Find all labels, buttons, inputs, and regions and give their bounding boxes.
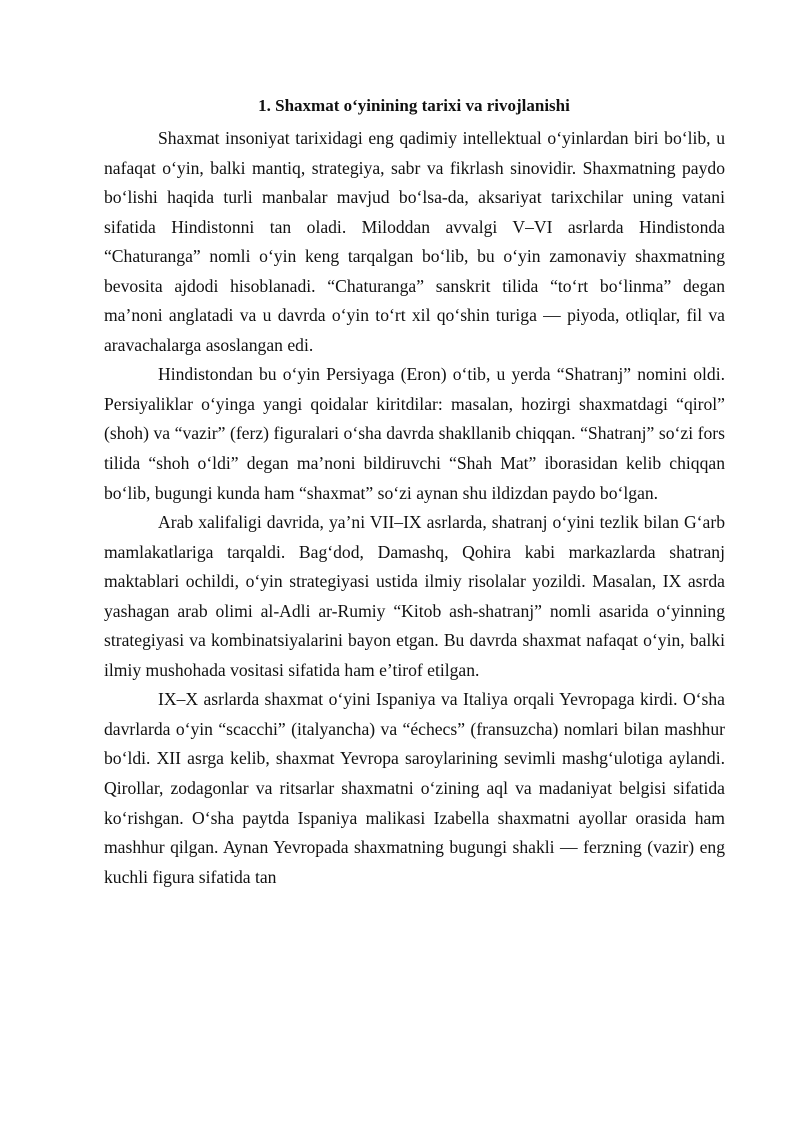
document-body	[104, 124, 725, 892]
paragraph: Hindistondan bu o‘yin Persiyaga (Eron) o‘tib, u yerda “Shatranj” nomini oldi. Persiyaliklar o‘yinga yangi qoidalar kiritdilar: masalan, hozirgi shaxmatdagi “qirol” (shoh) va “vazir” (ferz) figuralari o‘sha davrda shakllanib chiqqan. “Shatranj” so‘zi fors tilida “shoh o‘ldi” degan ma’noni bildiruvchi “Shah Mat” iborasidan kelib chiqqan bo‘lib, bugungi kunda ham “shaxmat” so‘zi aynan shu ildizdan paydo bo‘lgan.	[104, 364, 725, 503]
paragraph: Arab xalifaligi davrida, ya’ni VII–IX asrlarda, shatranj o‘yini tezlik bilan G‘arb mamlakatlariga tarqaldi. Bag‘dod, Damashq, Qohira kabi markazlarda shatranj maktablari ochildi, o‘yin strategiyasi ustida ilmiy risolalar yozildi. Masalan, IX asrda yashagan arab olimi al-Adli ar-Rumiy “Kitob ash-shatranj” nomli asarida o‘yinning strategiyasi va kombinatsiyalarini bayon etgan. Bu davrda shaxmat nafaqat o‘yin, balki ilmiy mushohada vositasi sifatida ham e’tirof etilgan.	[104, 512, 725, 680]
page-title: 1. Shaxmat o‘yinining tarixi va rivojlanishi	[258, 96, 570, 115]
paragraph: IX–X asrlarda shaxmat o‘yini Ispaniya va Italiya orqali Yevropaga kirdi. O‘sha davrlarda o‘yin “scacchi” (italyancha) va “échecs” (fransuzcha) nomlari bilan mashhur bo‘ldi. XII asrga kelib, shaxmat Yevropa saroylarining sevimli mashg‘ulotiga aylandi. Qirollar, zodagonlar va ritsarlar shaxmatni o‘zining aql va madaniyat belgisi sifatida ko‘rishgan. O‘sha paytda Ispaniya malikasi Izabella shaxmatni ayollar orasida ham mashhur qilgan. Aynan Yevropada shaxmatning bugungi shakli — ferzning (vazir) eng kuchli figura sifatida tan	[104, 689, 725, 887]
paragraph: Shaxmat insoniyat tarixidagi eng qadimiy intellektual o‘yinlardan biri bo‘lib, u nafaqat o‘yin, balki mantiq, strategiya, sabr va fikrlash sinovidir. Shaxmatning paydo bo‘lishi haqida turli manbalar mavjud bo‘lsa-da, aksariyat tarixchilar uning vatani sifatida Hindistonni tan oladi. Miloddan avvalgi V–VI asrlarda Hindistonda “Chaturanga” nomli o‘yin keng tarqalgan bo‘lib, bu o‘yin zamonaviy shaxmatning bevosita ajdodi hisoblanadi. “Chaturanga” sanskrit tilida “to‘rt bo‘linma” degan ma’noni anglatadi va u davrda o‘yin to‘rt xil qo‘shin turiga — piyoda, otliqlar, fil va aravachalarga asoslangan edi.	[104, 128, 725, 355]
